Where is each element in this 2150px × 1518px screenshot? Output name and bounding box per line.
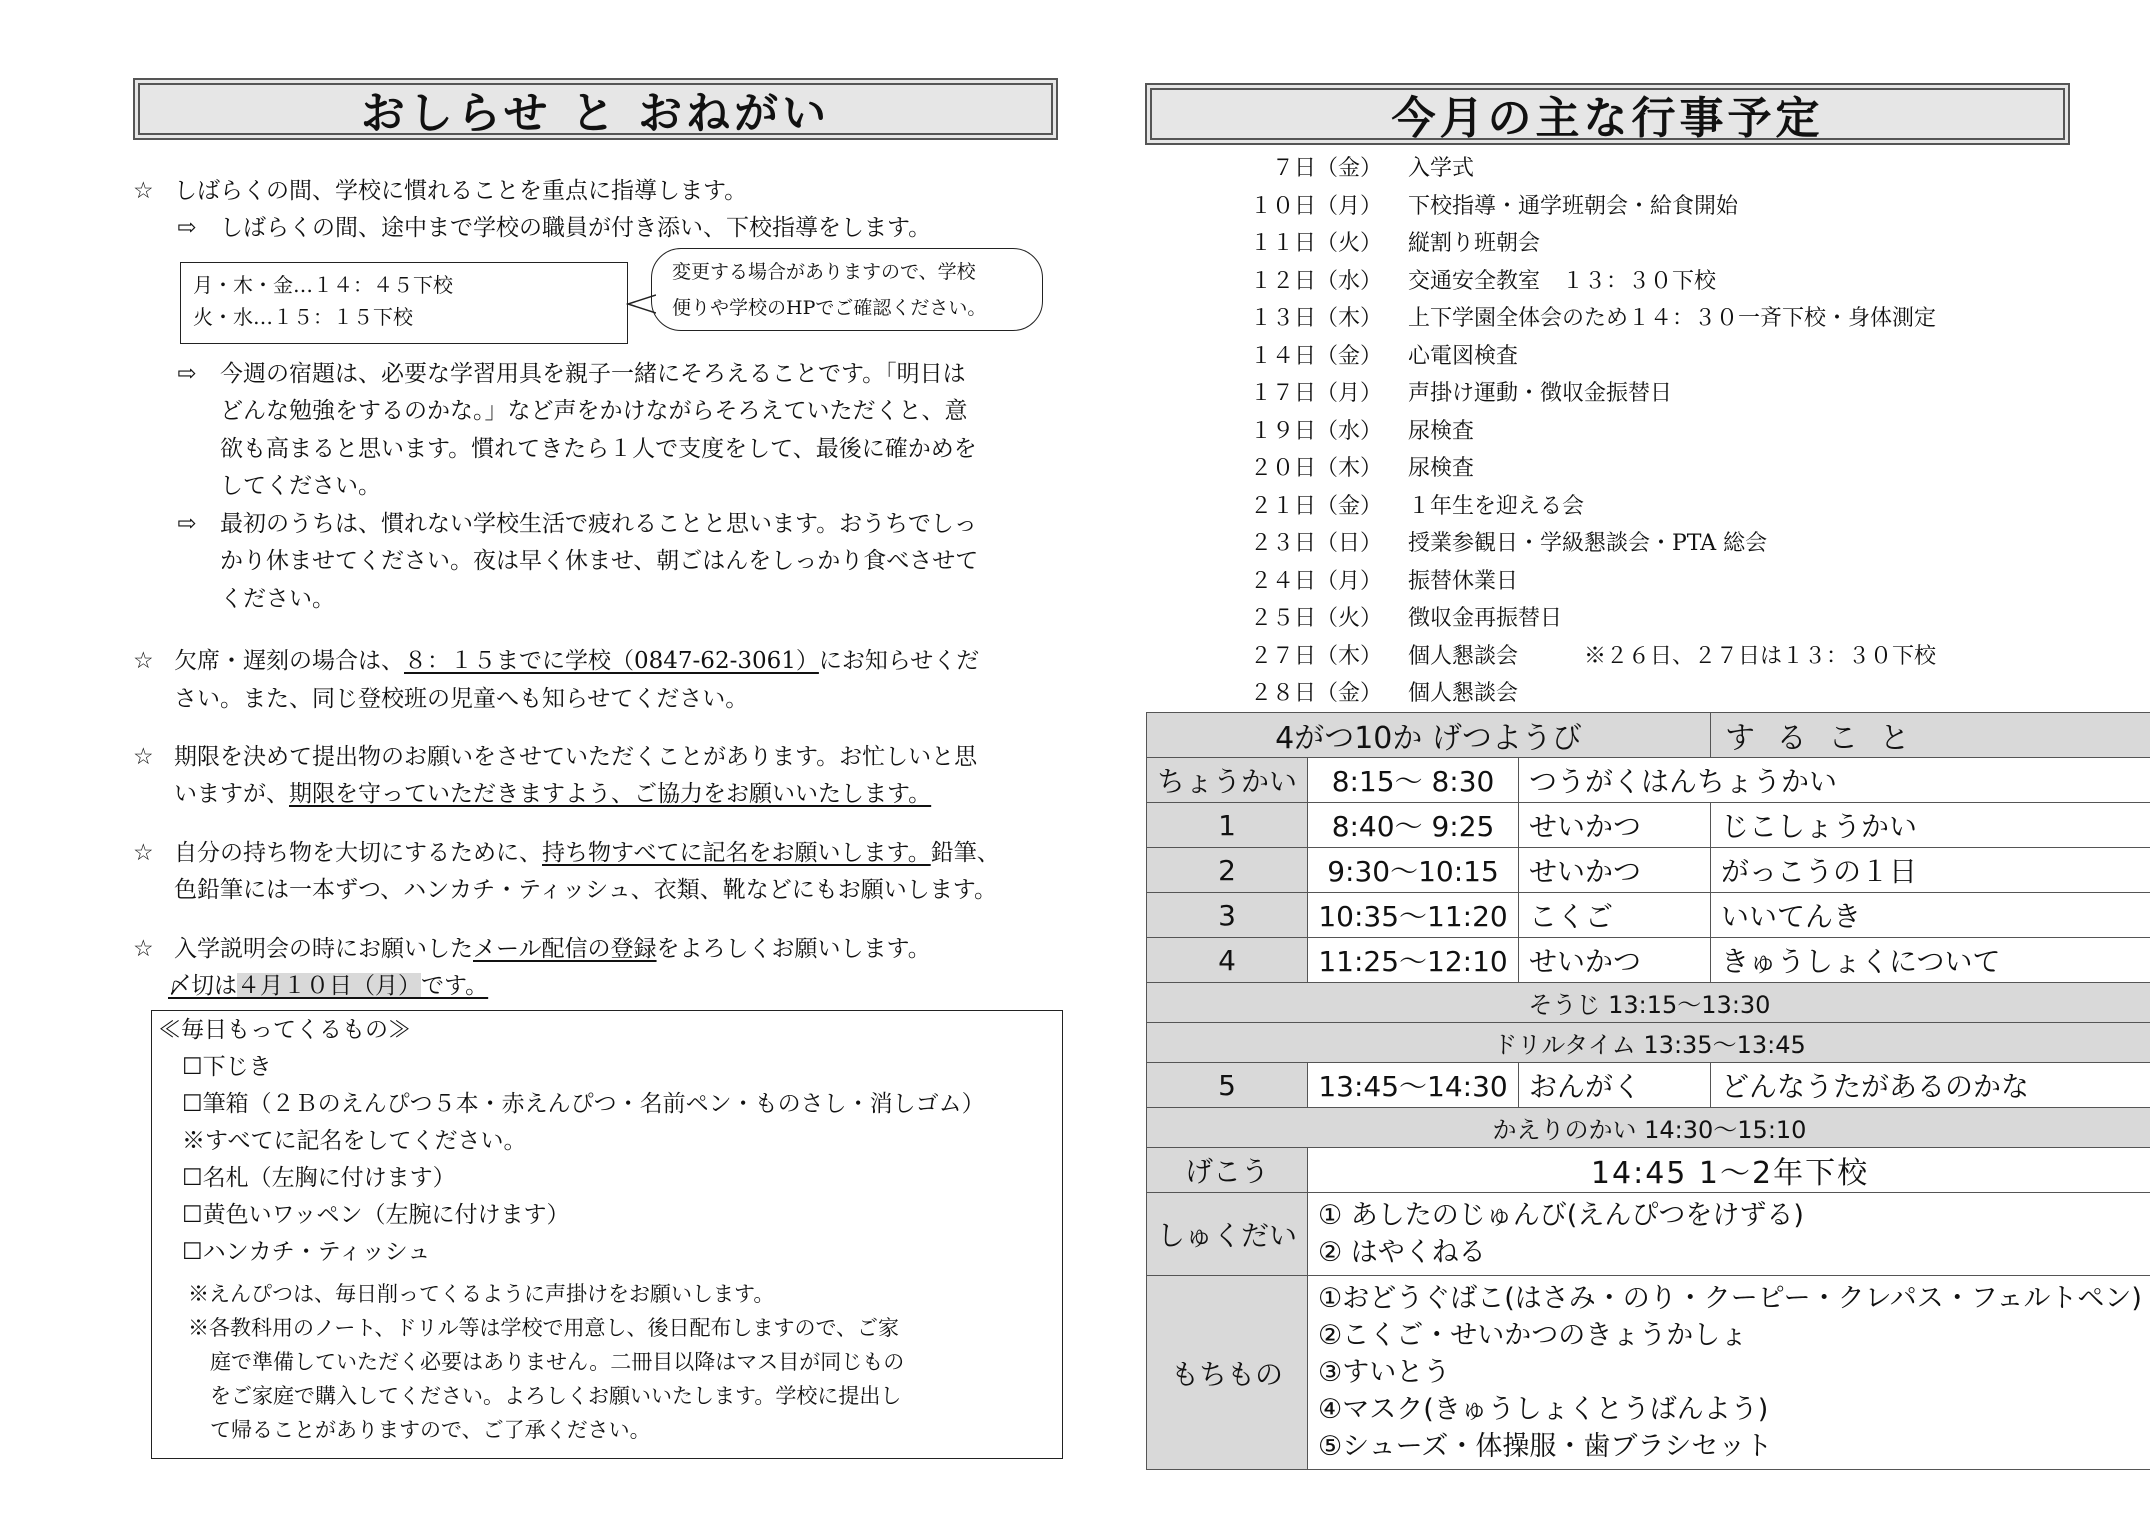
- daily-items-box: [151, 1010, 1063, 1459]
- belongings-item: ④マスク(きゅうしょくとうばんよう): [1318, 1394, 1769, 1425]
- events-title: 今月の主な行事予定: [1145, 83, 2070, 145]
- rest-line-1: 最初のうちは、慣れない学校生活で疲れることと思います。おうちでしっ: [220, 511, 977, 537]
- daily-note: ※えんぴつは、毎日削ってくるように声掛けをお願いします。: [188, 1282, 775, 1306]
- notice-3-line-1: 期限を決めて提出物のお願いをさせていただくことがあります。お忙しいと思: [174, 744, 978, 770]
- daily-item: ※すべてに記名をしてください。: [182, 1128, 527, 1154]
- daily-note: ※各教科用のノート、ドリル等は学校で用意し、後日配布しますので、ご家: [188, 1316, 900, 1340]
- event-date: ２８日（金）: [1250, 681, 1383, 706]
- star-icon: ☆: [133, 178, 154, 204]
- period-content: きゅうしょくについて: [1711, 938, 2150, 983]
- event-date: ２０日（木）: [1250, 456, 1383, 481]
- bubble-line-2: 便りや学校のHPでご確認ください。: [672, 297, 987, 319]
- period-time: 9:30〜10:15: [1308, 848, 1519, 893]
- event-date: １４日（金）: [1250, 343, 1383, 369]
- star-icon: ☆: [133, 840, 154, 866]
- dismissal-value: 14:45 1〜2年下校: [1308, 1148, 2150, 1193]
- school-phone: ８：１５までに学校（0847-62-3061）: [404, 648, 819, 674]
- event-text: 縦割り班朝会: [1408, 231, 1541, 256]
- table-row: [1147, 1108, 2150, 1148]
- table-row: [1147, 1148, 2150, 1193]
- event-date: １１日（火）: [1250, 231, 1383, 256]
- daily-note: をご家庭で購入してください。よろしくお願いいたします。学校に提出し: [210, 1384, 902, 1408]
- daily-note: 庭で準備していただく必要はありません。二冊目以降はマス目が同じもの: [210, 1350, 905, 1374]
- bubble-line-1: 変更する場合がありますので、学校: [672, 261, 976, 283]
- absence-text: 欠席・遅刻の場合は、: [174, 648, 404, 674]
- notice-2-line-1: [174, 643, 979, 681]
- notice-5-line-1: [174, 931, 931, 969]
- chokai-label: ちょうかい: [1147, 758, 1308, 803]
- table-row: [1147, 1193, 2150, 1276]
- homework-line-4: してください。: [220, 473, 381, 499]
- period-number: 1: [1147, 803, 1308, 848]
- period-time: 8:40〜 9:25: [1308, 803, 1519, 848]
- chokai-content: つうがくはんちょうかい: [1519, 758, 2150, 803]
- hours-line-1: 月・木・金…１４：４５下校: [193, 273, 453, 297]
- table-row: [1147, 983, 2150, 1023]
- homework-cell: [1308, 1193, 2150, 1276]
- period-subject: せいかつ: [1519, 803, 1711, 848]
- event-date: １２日（水）: [1250, 268, 1383, 294]
- deadline-request: 期限を守っていただきますよう、ご協力をお願いいたします。: [289, 781, 932, 807]
- belongings-post: 鉛筆、: [930, 840, 1000, 866]
- name-label-request: 持ち物すべてに記名をお願いします。: [542, 840, 931, 866]
- event-date: ２５日（火）: [1250, 606, 1383, 631]
- arrow-icon: ⇨: [177, 361, 197, 387]
- event-text: 徴収金再振替日: [1408, 606, 1563, 631]
- period-number: 4: [1147, 938, 1308, 983]
- arrow-icon: ⇨: [177, 215, 197, 241]
- table-row: [1147, 1276, 2150, 1470]
- event-date: ２３日（日）: [1250, 531, 1383, 556]
- event-date: １９日（水）: [1250, 418, 1383, 444]
- star-icon: ☆: [133, 744, 154, 770]
- deadline-end: です。: [421, 973, 489, 999]
- period-number: 5: [1147, 1063, 1308, 1108]
- chokai-time: 8:15〜 8:30: [1308, 758, 1519, 803]
- event-text: 授業参観日・学級懇談会・PTA 総会: [1408, 531, 1768, 556]
- period-content: がっこうの１日: [1711, 848, 2150, 893]
- daily-items-heading: ≪毎日もってくるもの≫: [158, 1017, 411, 1043]
- deadline-pre: いますが、: [174, 781, 289, 807]
- notice-4-line-2: 色鉛筆には一本ずつ、ハンカチ・ティッシュ、衣類、靴などにもお願いします。: [174, 877, 997, 903]
- rest-line-2: かり休ませてください。夜は早く休ませ、朝ごはんをしっかり食べさせて: [220, 548, 979, 574]
- event-date: ２４日（月）: [1250, 568, 1383, 594]
- event-text: 振替休業日: [1408, 568, 1519, 594]
- table-row: [1147, 848, 2150, 893]
- notice-2-line-2: さい。また、同じ登校班の児童へも知らせてください。: [174, 686, 749, 712]
- schedule-date-header: 4がつ10か げつようび: [1147, 713, 1711, 758]
- table-row: [1147, 758, 2150, 803]
- event-date: １０日（月）: [1250, 193, 1383, 219]
- mail-registration: メール配信の登録: [473, 936, 657, 962]
- period-time: 11:25〜12:10: [1308, 938, 1519, 983]
- period-number: 3: [1147, 893, 1308, 938]
- star-icon: ☆: [133, 648, 154, 674]
- dismissal-hours-box: [180, 262, 628, 344]
- homework-line-2: どんな勉強をするのかな。」など声をかけながらそろえていただくと、意: [220, 398, 968, 424]
- cleaning-row: そうじ 13:15〜13:30: [1147, 983, 2150, 1023]
- event-text: 上下学園全体会のため１４：３０一斉下校・身体測定: [1408, 306, 1937, 331]
- dismissal-label: げこう: [1147, 1148, 1308, 1193]
- homework-item: ② はやくねる: [1318, 1237, 1486, 1268]
- schedule-table: [1146, 712, 2150, 1470]
- homework-line-1: 今週の宿題は、必要な学習用具を親子一緒にそろえることです。「明日は: [220, 361, 966, 387]
- belongings-label: もちもの: [1147, 1276, 1308, 1470]
- daily-item: ☐筆箱（２Ｂのえんぴつ５本・赤えんぴつ・名前ペン・ものさし・消しゴム）: [182, 1091, 985, 1117]
- drill-row: ドリルタイム 13:35〜13:45: [1147, 1023, 2150, 1063]
- notice-4-line-1: [174, 835, 1000, 873]
- change-notice-bubble: [651, 248, 1043, 331]
- daily-item: ☐ハンカチ・ティッシュ: [182, 1239, 431, 1265]
- table-row: [1147, 1023, 2150, 1063]
- event-text: 心電図検査: [1408, 343, 1519, 369]
- notices-title: おしらせ と おねがい: [133, 78, 1058, 140]
- event-text: 個人懇談会: [1408, 681, 1519, 706]
- mail-post: をよろしくお願いします。: [656, 936, 931, 962]
- event-date: １７日（月）: [1250, 381, 1383, 406]
- event-text: 入学式: [1408, 156, 1475, 181]
- homeroom-row: かえりのかい 14:30〜15:10: [1147, 1108, 2150, 1148]
- daily-item: ☐下じき: [182, 1054, 272, 1080]
- event-text: 声掛け運動・徴収金振替日: [1408, 381, 1673, 406]
- table-row: [1147, 893, 2150, 938]
- event-date: ２１日（金）: [1250, 493, 1383, 519]
- period-content: じこしょうかい: [1711, 803, 2150, 848]
- deadline-date: ４月１０日（月）: [237, 973, 421, 999]
- schedule-todo-header: す る こ と: [1711, 713, 2150, 758]
- belongings-cell: [1308, 1276, 2150, 1470]
- period-subject: せいかつ: [1519, 938, 1711, 983]
- homework-label: しゅくだい: [1147, 1193, 1308, 1276]
- event-date: １３日（木）: [1250, 306, 1383, 331]
- homework-line-3: 欲も高まると思います。慣れてきたら１人で支度をして、最後に確かめを: [220, 436, 977, 462]
- daily-note: て帰ることがありますので、ご了承ください。: [210, 1418, 651, 1442]
- notice-3-line-2: [174, 776, 931, 814]
- daily-item: ☐名札（左胸に付けます）: [182, 1165, 456, 1191]
- event-date: ２７日（木）: [1250, 643, 1383, 669]
- period-subject: こくご: [1519, 893, 1711, 938]
- rest-line-3: ください。: [220, 586, 335, 612]
- table-row: [1147, 1063, 2150, 1108]
- mail-pre: 入学説明会の時にお願いした: [174, 936, 473, 962]
- period-time: 13:45〜14:30: [1308, 1063, 1519, 1108]
- period-subject: せいかつ: [1519, 848, 1711, 893]
- notice-5-line-2: [168, 968, 488, 1006]
- belongings-item: ①おどうぐばこ(はさみ・のり・クーピー・クレパス・フェルトペン): [1318, 1283, 2142, 1314]
- belongings-item: ②こくご・せいかつのきょうかしょ: [1318, 1320, 1748, 1351]
- arrow-icon: ⇨: [177, 511, 197, 537]
- event-text: 尿検査: [1408, 418, 1475, 444]
- period-content: どんなうたがあるのかな: [1711, 1063, 2150, 1108]
- event-text: 下校指導・通学班朝会・給食開始: [1408, 193, 1739, 219]
- star-icon: ☆: [133, 936, 154, 962]
- event-date: ７日（金）: [1272, 156, 1383, 181]
- notice-1-text: しばらくの間、学校に慣れることを重点に指導します。: [174, 178, 748, 204]
- notice-1-sub: しばらくの間、途中まで学校の職員が付き添い、下校指導をします。: [220, 215, 932, 241]
- event-text: 個人懇談会 ※２６日、２７日は１３：３０下校: [1408, 643, 1937, 669]
- period-time: 10:35〜11:20: [1308, 893, 1519, 938]
- table-row: [1147, 938, 2150, 983]
- absence-text-end: にお知らせくだ: [818, 648, 980, 674]
- belongings-pre: 自分の持ち物を大切にするために、: [174, 840, 542, 866]
- hours-line-2: 火・水…１５：１５下校: [193, 305, 413, 329]
- period-content: いいてんき: [1711, 893, 2150, 938]
- period-subject: おんがく: [1519, 1063, 1711, 1108]
- daily-item: ☐黄色いワッペン（左腕に付けます）: [182, 1202, 570, 1228]
- deadline-label: 〆切は: [168, 973, 237, 999]
- period-number: 2: [1147, 848, 1308, 893]
- belongings-item: ⑤シューズ・体操服・歯ブラシセット: [1318, 1431, 1773, 1462]
- table-row: [1147, 803, 2150, 848]
- homework-item: ① あしたのじゅんび(えんぴつをけずる): [1318, 1200, 1804, 1231]
- event-text: １年生を迎える会: [1408, 493, 1585, 519]
- event-text: 交通安全教室 １３：３０下校: [1408, 268, 1717, 294]
- schedule-header-row: [1147, 713, 2150, 758]
- event-text: 尿検査: [1408, 456, 1475, 481]
- belongings-item: ③すいとう: [1318, 1357, 1451, 1388]
